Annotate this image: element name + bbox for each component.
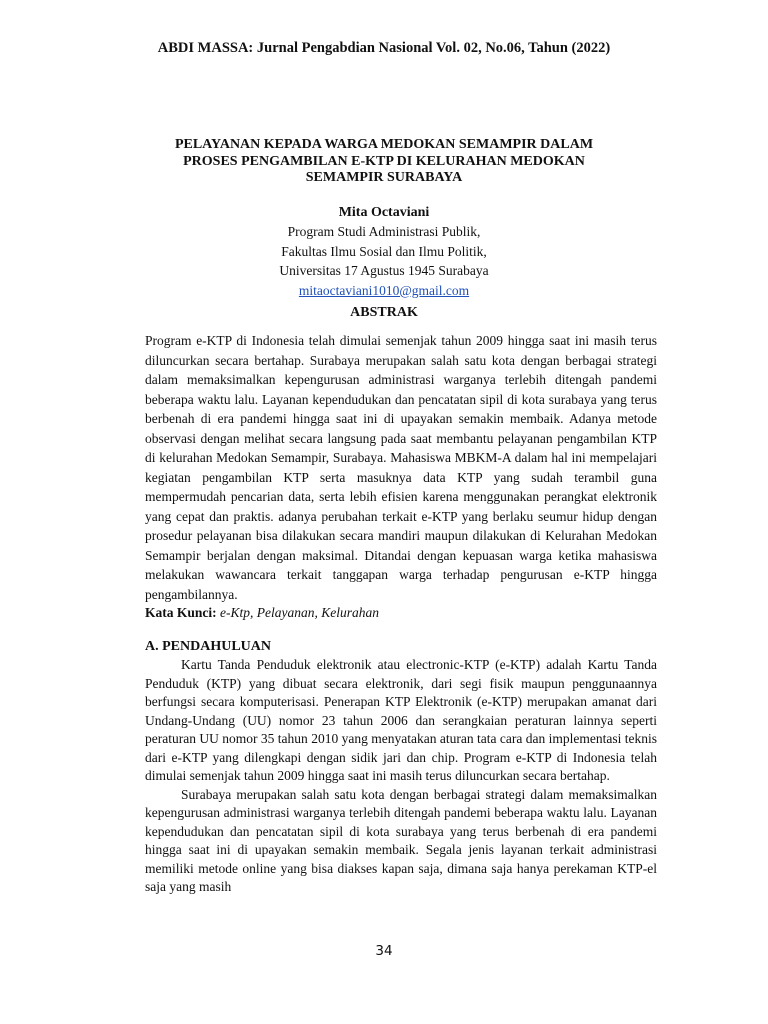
keywords-label: Kata Kunci: bbox=[145, 605, 217, 620]
abstract-text: Program e-KTP di Indonesia telah dimulai semenjak tahun 2009 hingga saat ini masih terus diluncurkan secara bertahap. Surabaya merupakan salah satu kota dengan berbagai strategi dalam memaksimalkan kepengurusan administrasi warganya terlebih ditengah pandemi beberapa waktu lalu. Layanan kependudukan dan pencatatan sipil di kota surabaya yang terus berbenah di era pandemi hingga saat ini di upayakan semakin membaik. Adanya metode observasi dengan melihat secara langsung pada saat membantu pelayanan pengambilan KTP di kelurahan Medokan Semampir, Surabaya. Mahasiswa MBKM-A dalam hal ini mempelajari kegiatan pengambilan KTP serta masuknya data KTP yang sudah terambil guna mempermudah pencarian data, serta lebih efisien karena menggunakan perangkat elektronik yang cepat dan praktis. adanya perubahan terkait e-KTP yang berlaku seumur hidup dengan prosedur pelayanan bisa dilakukan secara mandiri maupun dilakukan di Kelurahan Medokan Semampir berjalan dengan maksimal. Ditandai dengan kepuasan warga ketika mahasiswa melakukan wawancara terkait tanggapan warga terhadap pengurusan e-KTP hingga pengambilannya. bbox=[145, 333, 657, 602]
keywords bbox=[145, 605, 657, 621]
page-number: 34 bbox=[375, 943, 393, 959]
affiliation-university: Universitas 17 Agustus 1945 Surabaya bbox=[279, 263, 489, 278]
section-heading: A. PENDAHULUAN bbox=[145, 639, 271, 654]
author-name: Mita Octaviani bbox=[338, 205, 430, 220]
affiliation-faculty: Fakultas Ilmu Sosial dan Ilmu Politik, bbox=[281, 243, 487, 259]
author-email-link[interactable]: mitaoctaviani1010@gmail.com bbox=[298, 282, 470, 298]
title-line-1: PELAYANAN KEPADA WARGA MEDOKAN SEMAMPIR DALAM bbox=[174, 137, 594, 152]
title-line-2: PROSES PENGAMBILAN E-KTP DI KELURAHAN MEDOKAN bbox=[183, 153, 585, 169]
keywords-value: e-Ktp, Pelayanan, Kelurahan bbox=[220, 605, 379, 620]
body-paragraph-2: Surabaya merupakan salah satu kota dengan berbagai strategi dalam memaksimalkan kepengurusan administrasi warganya terlebih ditengah pandemi beberapa waktu lalu. Layanan kependudukan dan pencatatan sipil di kota surabaya yang terus berbenah di era pandemi hingga saat ini di upayakan semakin membaik. Segala jenis layanan terkait administrasi memiliki metode online yang bisa diakses kapan saja, dimana saja hanya perekaman KTP-el saja yang masih bbox=[145, 786, 657, 894]
author-affiliation bbox=[0, 222, 768, 300]
abstract-heading: ABSTRAK bbox=[350, 305, 418, 320]
paper-title bbox=[120, 137, 648, 187]
section-body bbox=[145, 656, 657, 897]
journal-header: ABDI MASSA: Jurnal Pengabdian Nasional Vol. 02, No.06, Tahun (2022) bbox=[157, 40, 611, 56]
affiliation-program: Program Studi Administrasi Publik, bbox=[287, 224, 481, 239]
body-paragraph-1: Kartu Tanda Penduduk elektronik atau electronic-KTP (e-KTP) adalah Kartu Tanda Penduduk (KTP) yang dibuat secara elektronik, dari segi fisik maupun penggunaannya berfungsi secara komputerisasi. Penerapan KTP Elektronik (e-KTP) merupakan amanat dari Undang-Undang (UU) nomor 23 tahun 2006 dan serangkaian peraturan lainnya seperti peraturan UU nomor 35 tahun 2010 yang menyatakan aturan tata cara dan implementasi teknis dari e-KTP yang dilengkapi dengan sidik jari dan chip. Program e-KTP di Indonesia telah dimulai semenjak tahun 2009 hingga saat ini masih terus diluncurkan secara bertahap. bbox=[145, 657, 657, 783]
title-line-3: SEMAMPIR SURABAYA bbox=[305, 170, 463, 185]
